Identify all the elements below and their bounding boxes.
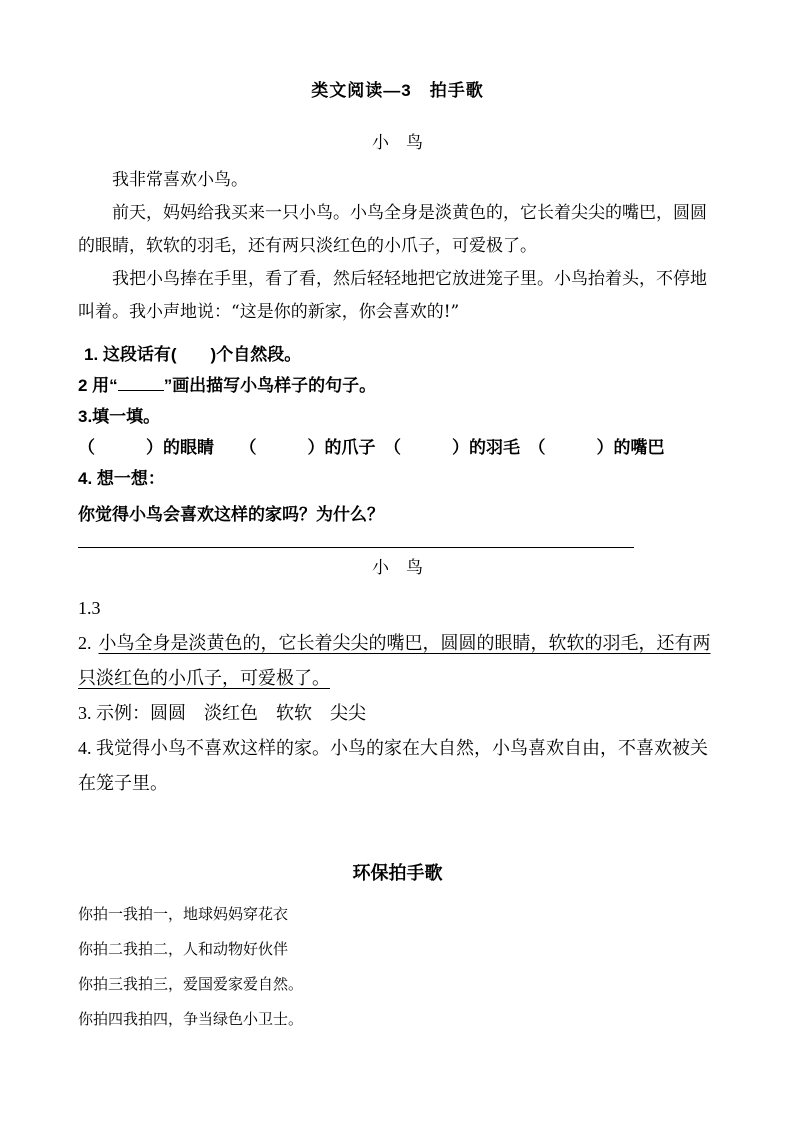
song-line-1: 你拍一我拍一，地球妈妈穿花衣 bbox=[78, 905, 289, 923]
passage-paragraph-2: 前天，妈妈给我买来一只小鸟。小鸟全身是淡黄色的，它长着尖尖的嘴巴，圆圆的眼睛，软软的羽毛，还有两只淡红色的小爪子，可爱极了。 bbox=[78, 203, 707, 256]
question-4: 4. 想一想： bbox=[78, 469, 165, 488]
passage-title: 小 鸟 bbox=[372, 133, 423, 152]
answer-2-underlined-sentence: 小鸟全身是淡黄色的，它长着尖尖的嘴巴，圆圆的眼睛，软软的羽毛，还有两只淡红色的小爪子，可爱极了。 bbox=[78, 633, 711, 688]
answer-blank-line bbox=[118, 378, 164, 391]
question-3: 3.填一填。 bbox=[78, 407, 161, 426]
song-line-4: 你拍四我拍四，争当绿色小卫士。 bbox=[78, 1010, 304, 1028]
question-3-fill-blanks: （ ）的眼睛 （ ）的爪子 （ ）的羽毛 （ ）的嘴巴 bbox=[78, 438, 665, 457]
section-divider bbox=[78, 547, 634, 548]
question-1: 1. 这段话有( )个自然段。 bbox=[84, 345, 302, 364]
answer-2 bbox=[78, 626, 717, 696]
song-lines bbox=[78, 897, 717, 1037]
song-line-2: 你拍二我拍二，人和动物好伙伴 bbox=[78, 940, 289, 958]
questions-section bbox=[78, 339, 717, 530]
song-title: 环保拍手歌 bbox=[352, 863, 443, 883]
question-2-prefix: 2 用“ bbox=[78, 376, 118, 395]
question-4-subtext: 你觉得小鸟会喜欢这样的家吗？为什么？ bbox=[78, 505, 384, 524]
song-section bbox=[78, 859, 717, 1037]
song-line-3: 你拍三我拍三，爱国爱家爱自然。 bbox=[78, 975, 304, 993]
passage-body bbox=[78, 164, 717, 329]
answer-4: 4. 我觉得小鸟不喜欢这样的家。小鸟的家在大自然，小鸟喜欢自由，不喜欢被关在笼子里。 bbox=[78, 738, 708, 793]
passage-paragraph-1: 我非常喜欢小鸟。 bbox=[112, 170, 248, 190]
question-2-suffix: ”画出描写小鸟样子的句子。 bbox=[163, 376, 377, 395]
answer-1: 1.3 bbox=[78, 598, 101, 618]
doc-title: 类文阅读—3 拍手歌 bbox=[311, 81, 484, 100]
answer-3: 3. 示例：圆圆 淡红色 软软 尖尖 bbox=[78, 703, 366, 723]
passage-paragraph-3: 我把小鸟捧在手里，看了看，然后轻轻地把它放进笼子里。小鸟抬着头，不停地叫着。我小声地说：“这是你的新家，你会喜欢的!” bbox=[78, 269, 707, 322]
answers-section bbox=[78, 591, 717, 801]
question-2 bbox=[78, 370, 717, 401]
answers-title: 小 鸟 bbox=[372, 558, 423, 577]
answer-2-number: 2. bbox=[78, 633, 92, 653]
